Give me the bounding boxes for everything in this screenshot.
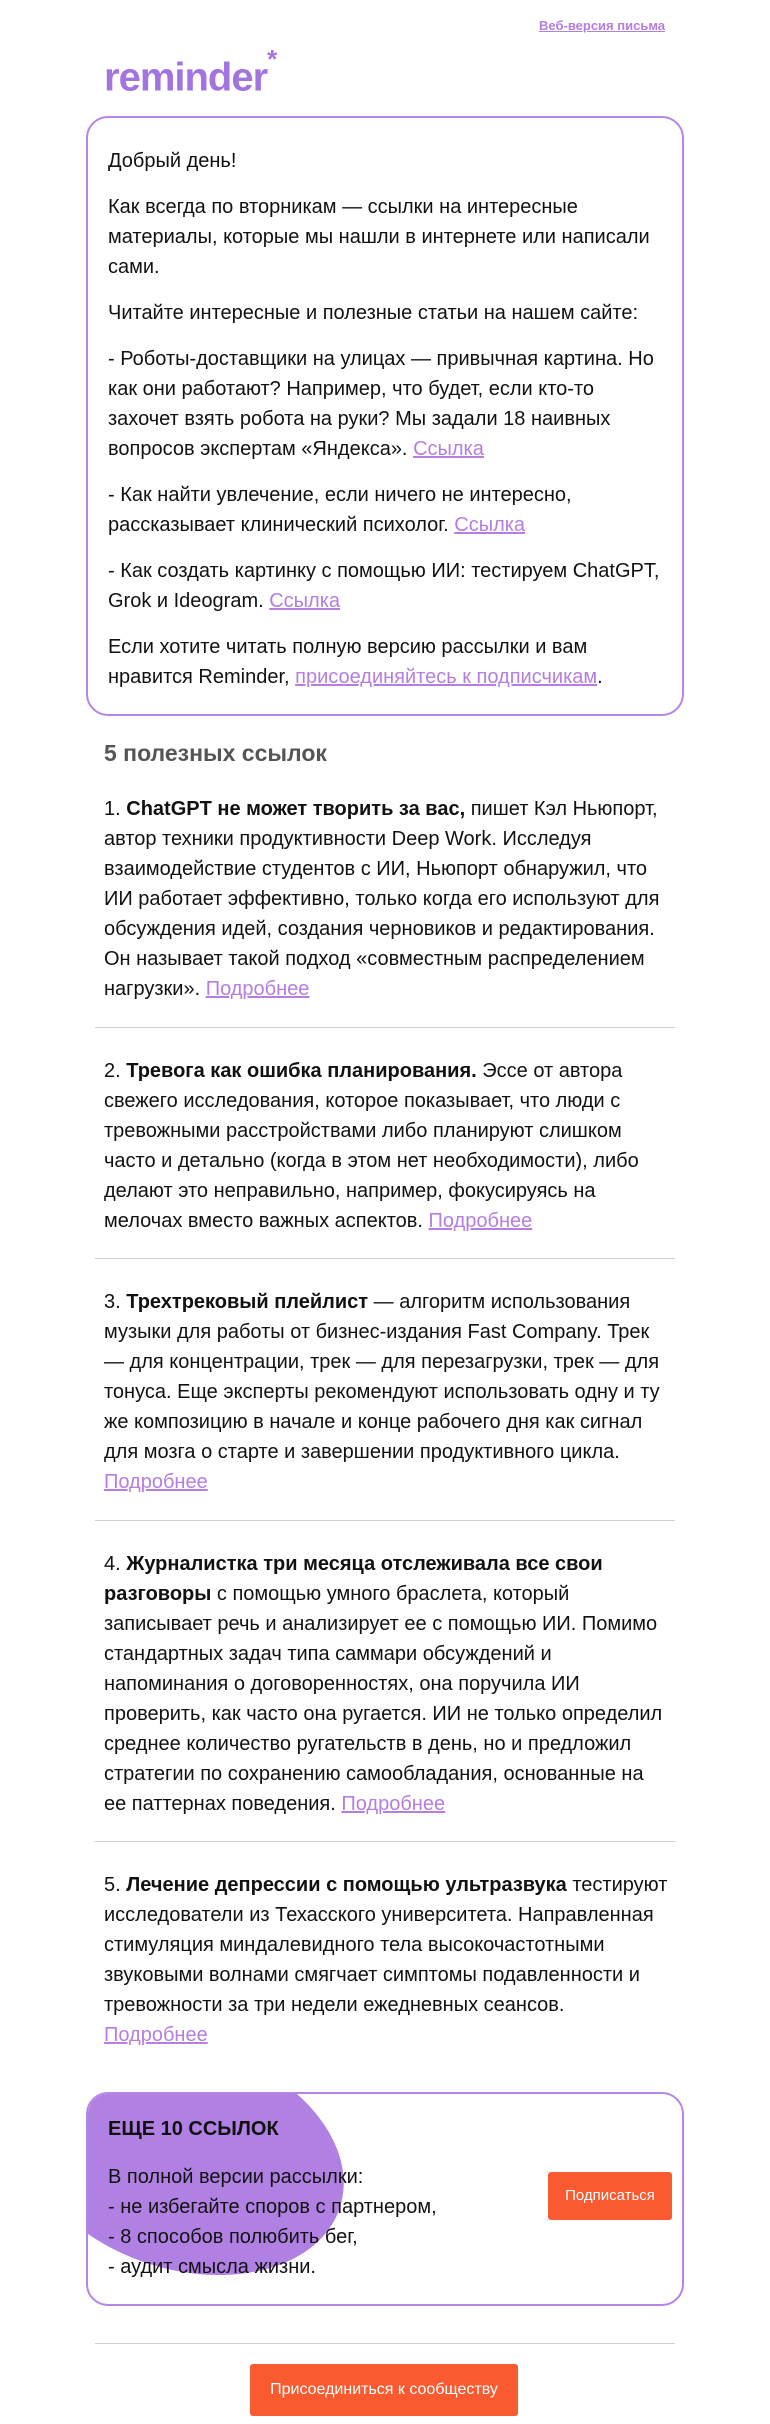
item-more-link[interactable]: Подробнее xyxy=(104,1471,208,1493)
divider xyxy=(95,1258,675,1259)
item-more-link[interactable]: Подробнее xyxy=(205,978,310,1000)
list-item xyxy=(104,1287,670,1497)
reminder-logo xyxy=(104,44,277,100)
item-title: Лечение депрессии с помощью ультразвука xyxy=(126,1874,567,1896)
article-hobby-link[interactable]: Ссылка xyxy=(454,514,526,536)
site-articles-intro: Читайте интересные и полезные статьи на нашем сайте: xyxy=(108,302,639,324)
subscribe-dot: . xyxy=(597,666,603,688)
item-text: — алгоритм использования музыки для работы от бизнес-издания Fast Company. Трек — для концентрации, трек — для перезагрузки, трек — для тонуса. Еще эксперты рекомендуют использовать одну и ту же композицию в начале и конце рабочего дня как сигнал для мозга о старте и завершении продуктивного цикла. xyxy=(104,1291,660,1463)
more-line: В полной версии рассылки: xyxy=(108,2166,364,2188)
subscribe-button[interactable]: Подписаться xyxy=(548,2172,672,2220)
list-item xyxy=(104,794,670,1004)
more-links-card xyxy=(86,2092,684,2306)
list-item xyxy=(104,1870,670,2050)
article-ai-images-text: - Как создать картинку с помощью ИИ: тестируем ChatGPT, Grok и Ideogram. xyxy=(108,560,660,612)
divider xyxy=(95,1841,675,1842)
subscribe-text: Если хотите читать полную версию рассылки и вам нравится Reminder, xyxy=(108,636,588,688)
item-more-link[interactable]: Подробнее xyxy=(104,2024,208,2046)
more-links-content xyxy=(108,2114,508,2282)
more-line: - не избегайте споров с партнером, xyxy=(108,2196,437,2218)
article-ai-images-link[interactable]: Ссылка xyxy=(269,590,341,612)
item-number: 3. xyxy=(104,1291,127,1313)
footer-divider xyxy=(95,2343,675,2344)
article-robots-text: - Роботы-доставщики на улицах — привычная картина. Но как они работают? Например, что будет, если кто-то захочет взять робота на руки? Мы задали 18 наивных вопросов экспертам «Яндекса». xyxy=(108,348,654,460)
article-hobby xyxy=(108,480,662,540)
article-robots-link[interactable]: Ссылка xyxy=(413,438,484,460)
join-subscribers-link[interactable]: присоединяйтесь к подписчикам xyxy=(295,666,598,688)
item-more-link[interactable]: Подробнее xyxy=(428,1210,533,1232)
section-title: 5 полезных ссылок xyxy=(104,740,327,766)
list-item xyxy=(104,1549,670,1819)
item-text: тестируют исследователи из Техасского университета. Направленная стимуляция миндалевидного тела высокочастотными звуковыми волнами смягчает симптомы подавленности и тревожности за три недели ежедневных сеансов. xyxy=(104,1874,668,2016)
article-hobby-text: - Как найти увлечение, если ничего не интересно, рассказывает клинический психолог. xyxy=(108,484,572,536)
more-line: - аудит смысла жизни. xyxy=(108,2256,316,2278)
more-links-title: ЕЩЕ 10 ССЫЛОК xyxy=(108,2118,279,2140)
item-number: 5. xyxy=(104,1874,127,1896)
logo-star: * xyxy=(267,44,277,74)
article-robots xyxy=(108,344,662,464)
more-line: - 8 способов полюбить бег, xyxy=(108,2226,358,2248)
item-number: 4. xyxy=(104,1553,127,1575)
item-text: с помощью умного браслета, который записывает речь и анализирует ее с помощью ИИ. Помимо стандартных задач типа саммари обсуждений и напоминания о договоренностях, она поручила ИИ проверить, как часто она ругается. ИИ не только определил среднее количество ругательств в день, но и предложил стратегии по сохранению самообладания, основанные на ее паттернах поведения. xyxy=(104,1583,663,1815)
item-title: Журналистка три месяца отслеживала все свои разговоры xyxy=(104,1553,603,1605)
item-title: ChatGPT не может творить за вас, xyxy=(126,798,466,820)
list-item xyxy=(104,1056,670,1236)
intro-card xyxy=(86,116,684,716)
item-more-link[interactable]: Подробнее xyxy=(341,1793,446,1815)
item-text: пишет Кэл Ньюпорт, автор техники продуктивности Deep Work. Исследуя взаимодействие студентов с ИИ, Ньюпорт обнаружил, что ИИ работает эффективно, только когда его используют для обсуждения идей, создания черновиков и редактирования. Он называет такой подход «совместным распределением нагрузки». xyxy=(104,798,660,1000)
article-ai-images xyxy=(108,556,662,616)
item-text: Эссе от автора свежего исследования, которое показывает, что люди с тревожными расстройствами либо планируют слишком часто и детально (когда в этом нет необходимости), либо делают это неправильно, например, фокусируясь на мелочах вместо важных аспектов. xyxy=(104,1060,639,1232)
web-version-link[interactable]: Веб-версия письма xyxy=(539,18,665,33)
greeting: Добрый день! xyxy=(108,150,237,172)
item-number: 1. xyxy=(104,798,127,820)
logo-text: reminder xyxy=(104,55,268,100)
item-title: Трехтрековый плейлист xyxy=(126,1291,369,1313)
item-title: Тревога как ошибка планирования. xyxy=(126,1060,477,1082)
divider xyxy=(95,1027,675,1028)
subscribe-paragraph xyxy=(108,632,662,692)
item-number: 2. xyxy=(104,1060,127,1082)
intro-paragraph: Как всегда по вторникам — ссылки на интересные материалы, которые мы нашли в интернете или написали сами. xyxy=(108,196,650,278)
divider xyxy=(95,1520,675,1521)
join-community-button[interactable]: Присоединиться к сообществу xyxy=(250,2364,518,2416)
